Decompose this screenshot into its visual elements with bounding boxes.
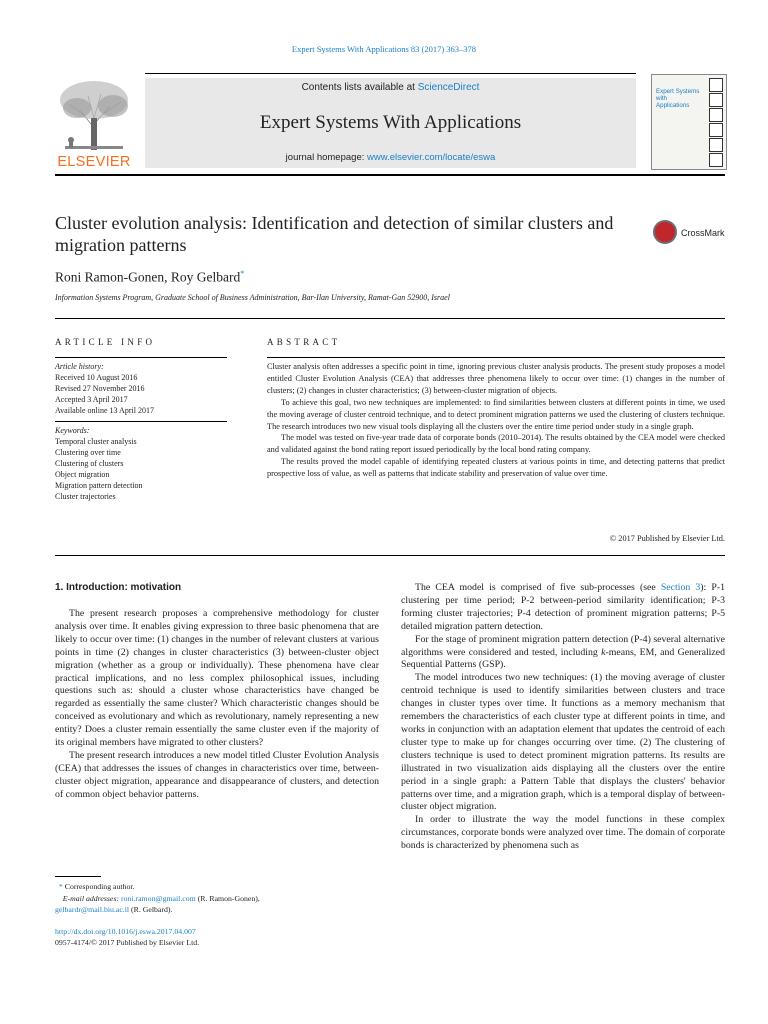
- history-item: Accepted 3 April 2017: [55, 395, 128, 404]
- article-history: [55, 361, 154, 416]
- history-item: Revised 27 November 2016: [55, 384, 145, 393]
- abstract-body: [267, 361, 725, 480]
- body-paragraph: [401, 634, 725, 673]
- keyword-item: Migration pattern detection: [55, 481, 143, 490]
- authors-text: Roni Ramon-Gonen, Roy Gelbard: [55, 269, 241, 285]
- sciencedirect-link[interactable]: ScienceDirect: [417, 82, 480, 93]
- article-info-heading: ARTICLE INFO: [55, 337, 156, 347]
- email-owner: (R. Ramon-Gonen),: [197, 893, 260, 903]
- footnote-corresponding: [55, 881, 379, 893]
- doi-block: [55, 926, 379, 948]
- crossmark-icon: [653, 220, 677, 244]
- text-span: -means, EM, and Generalized Sequential Patterns (GSP).: [401, 646, 725, 671]
- journal-citation[interactable]: Expert Systems With Applications 83 (2017) 363–378: [291, 44, 477, 54]
- abstract-paragraph: The model was tested on five-year trade data of corporate bonds (2010–2014). The results obtained by the CEA model were checked and validated against the bond rating report issued periodically by the local bond rating company.: [267, 433, 725, 455]
- text-span: ): P-1 clustering per time period; P-2 between-period similarity identification; P-3 forming cluster trajectories; P-4 detection of prominent migration patterns; P-5 detailed migration pattern detection.: [401, 582, 726, 632]
- history-label: Article history:: [55, 362, 104, 371]
- history-item: Received 10 August 2016: [55, 373, 138, 382]
- email-owner: (R. Gelbard).: [131, 905, 173, 914]
- footnote-emails: [55, 893, 379, 905]
- crossmark-badge[interactable]: [653, 220, 723, 246]
- text-span: The CEA model is comprised of five sub-processes (see: [415, 582, 661, 593]
- body-column-left: [55, 608, 379, 802]
- crossmark-label: CrossMark: [681, 228, 725, 238]
- email-link[interactable]: gelbardr@mail.biu.ac.il: [55, 905, 130, 914]
- homepage-link[interactable]: www.elsevier.com/locate/eswa: [367, 152, 496, 163]
- body-paragraph: [401, 582, 725, 634]
- header-top-rule: [145, 73, 636, 74]
- keyword-item: Object migration: [55, 470, 110, 479]
- footnote-rule: [55, 876, 101, 877]
- history-item: Available online 13 April 2017: [55, 406, 154, 415]
- elsevier-logo: [55, 78, 133, 170]
- section-link[interactable]: Section 3: [660, 582, 701, 593]
- abstract-heading: ABSTRACT: [267, 337, 341, 347]
- contents-prefix: Contents lists available at: [301, 82, 418, 93]
- homepage-prefix: journal homepage:: [285, 152, 368, 163]
- keywords-rule: [55, 421, 227, 422]
- abstract-rule: [267, 357, 725, 358]
- keyword-item: Temporal cluster analysis: [55, 437, 137, 446]
- doi-link[interactable]: http://dx.doi.org/10.1016/j.eswa.2017.04.007: [55, 927, 196, 936]
- body-paragraph: The present research introduces a new model titled Cluster Evolution Analysis (CEA) that addresses the issues of changes in characteristics over time, between-cluster object migration, appearance and disappearance of clusters, and detection of common object behavior patterns.: [55, 749, 379, 800]
- italic-k: k: [601, 646, 606, 658]
- footnote-mark: *: [58, 882, 63, 891]
- paper-title: Cluster evolution analysis: Identification and detection of similar clusters and migration patterns: [55, 213, 614, 255]
- journal-homepage: [145, 152, 636, 163]
- abstract-paragraph: To achieve this goal, two new techniques are implemented: to find similarities between clusters at different points in time, we used the moving average of cluster centroid technique, and to detect prominent migration patterns we used the clustering of clusters technique. The research introduces two new visual tools displaying all the clusters over the entire time period under study in a single graph.: [267, 397, 725, 431]
- section-rule: [55, 318, 725, 319]
- abstract-paragraph: Cluster analysis often addresses a specific point in time, ignoring previous cluster analysis products. The present study proposes a model entitled Cluster Evolution Analysis (CEA) that addresses three phenomena likely to occur over time: (1) changes in the number of clusters; (2) changes in cluster characteristics; (3) between-cluster migration of objects.: [267, 362, 725, 395]
- elsevier-wordmark: ELSEVIER: [57, 154, 131, 170]
- affiliation: Information Systems Program, Graduate School of Business Administration, Bar-Ilan University, Ramat-Gan 52900, Israel: [55, 293, 450, 302]
- body-paragraph: The model introduces two new techniques: (1) the moving average of cluster centroid technique is used to identify similarities between clusters and trace changes in cluster types over time. It functions as a memory mechanism that remembers the characteristics of each cluster type at different points in time, and works in conjunction with an adaptation element that updates the centroid of each cluster type to make up for changes occurring over time. (2) The clustering of clusters technique is used to detect prominent migration patterns. Its results are illustrated in two visualization aids displaying all the clusters over the entire period in a single graph: a Pattern Table that displays the clusters' behavior patterns over time, and a migration graph, which is a temporal display of between-cluster object migration.: [401, 672, 725, 813]
- header-bottom-rule: [55, 174, 725, 176]
- email-label: E-mail addresses:: [62, 893, 120, 903]
- cover-icon-strip: [709, 78, 723, 168]
- email-link[interactable]: roni.ramon@gmail.com: [120, 893, 196, 903]
- issn-line: 0957-4174/© 2017 Published by Elsevier Ltd.: [55, 938, 200, 947]
- body-paragraph: The present research proposes a comprehensive methodology for cluster analysis over time. It enables giving expression to three basic phenomena that are likely to occur over time: (1) changes in the number of relevant clusters at various points in time (2) changes in cluster characteristics (3) between-cluster object migration (whether as a group or individually). These phenomena have clear practical implications, and no less complex philosophical issues, including questions such as: should a cluster whose characteristics have changed be regarded as essentially the same cluster? Which characteristic changes should be conceived as evolutionary and which as revolutionary, namely representing a new entity? Does a cluster remain essentially the same cluster even if the majority of its original members have migrated to other clusters?: [55, 608, 379, 749]
- contents-line: [145, 82, 636, 93]
- text-span: For the stage of prominent migration pattern detection (P-4) several alternative algorithms were considered and tested, including: [401, 633, 725, 658]
- keywords-label: Keywords:: [55, 426, 90, 435]
- journal-title: Expert Systems With Applications: [259, 112, 522, 133]
- corresponding-text: Corresponding author.: [64, 882, 135, 891]
- keyword-item: Clustering of clusters: [55, 459, 124, 468]
- footnote-emails-2: [55, 904, 379, 916]
- keyword-item: Clustering over time: [55, 448, 121, 457]
- tree-icon: [55, 78, 133, 152]
- section-heading: 1. Introduction: motivation: [55, 582, 182, 593]
- corresponding-author-mark[interactable]: *: [240, 269, 245, 278]
- body-paragraph: In order to illustrate the way the model functions in these complex circumstances, corporate bonds were analyzed over time. The domain of corporate bonds is characterized by phenomena such as: [401, 814, 725, 852]
- keywords-block: [55, 425, 143, 502]
- cover-title: Expert Systems with Applications: [656, 88, 700, 109]
- journal-cover-thumbnail: [651, 74, 727, 170]
- footnotes: [55, 881, 379, 916]
- abstract-bottom-rule: [55, 555, 725, 556]
- abstract-copyright: © 2017 Published by Elsevier Ltd.: [609, 534, 725, 543]
- author-list: [55, 269, 244, 286]
- keyword-item: Cluster trajectories: [55, 492, 116, 501]
- abstract-paragraph: The results proved the model capable of identifying repeated clusters at various points in time, and detecting patterns that predict prospective loss of value, as well as patterns that indicate stability and preservation of value over time.: [267, 457, 725, 479]
- body-column-right: [401, 582, 725, 853]
- article-info-rule: [55, 357, 227, 358]
